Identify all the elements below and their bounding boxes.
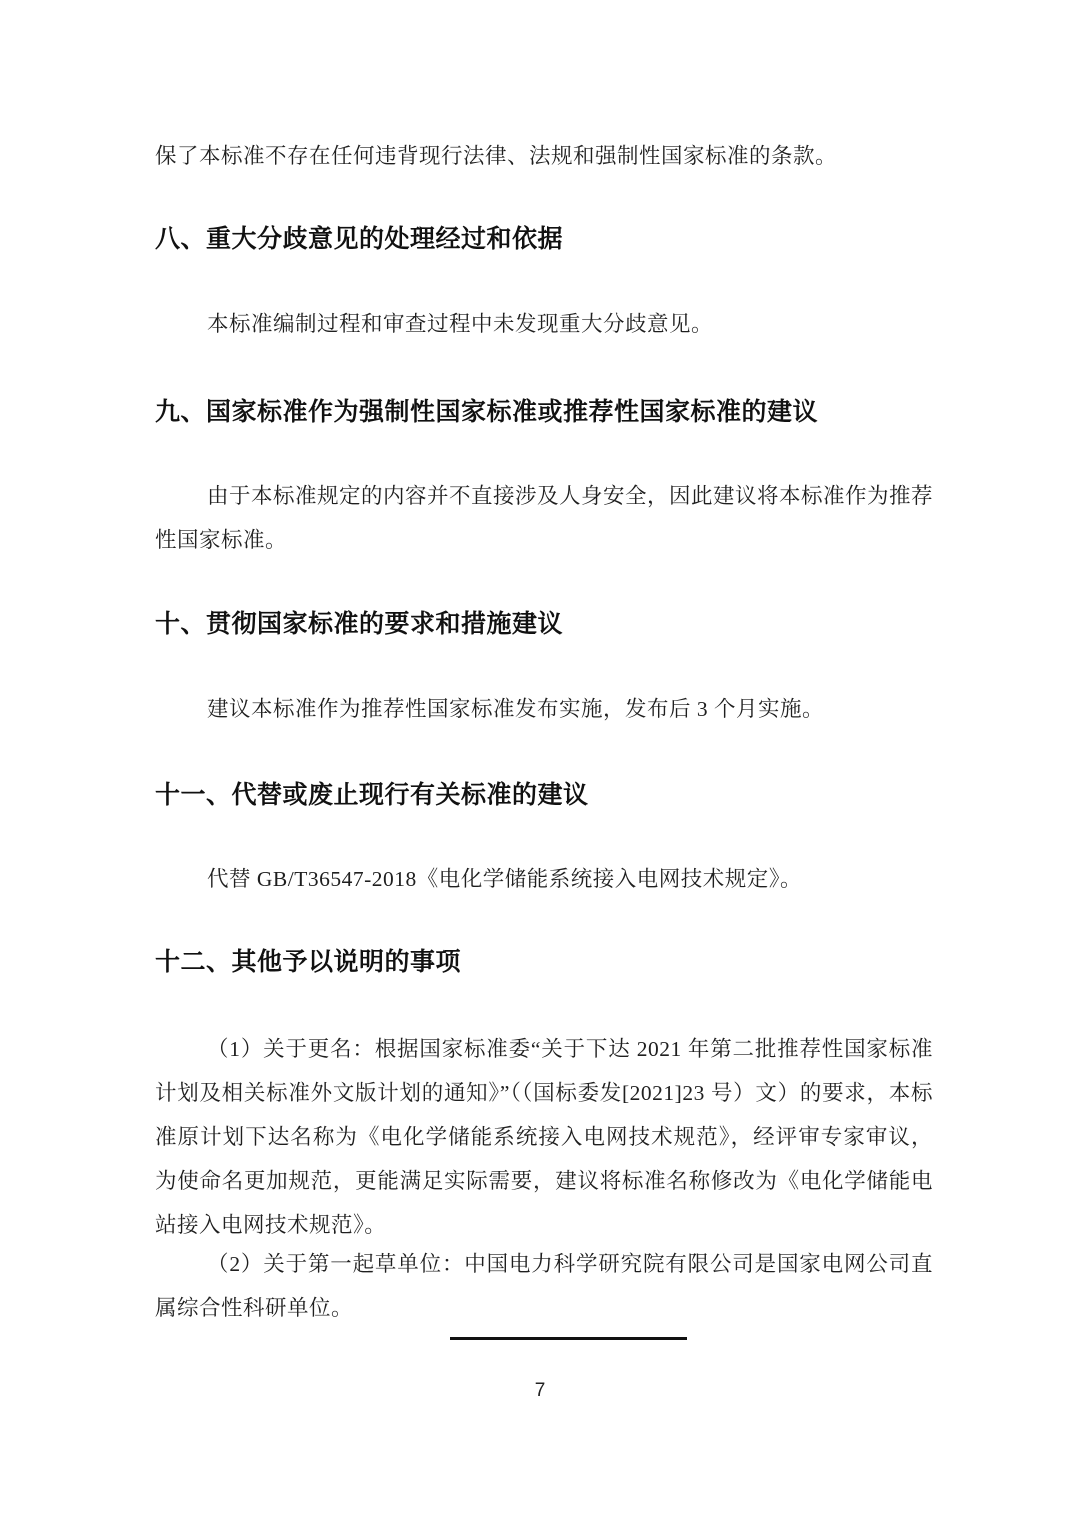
section-12-paragraph-1: （1）关于更名：根据国家标准委“关于下达 2021 年第二批推荐性国家标准计划及相关标准外文版计划的通知》”（（国标委发[2021]23 号）文）的要求，本标准原计划下达名称为《电化学储能系统接入电网技术规范》，经评审专家审议，为使命名更加规范，更能满足实际需要，建议将标准名称修改为《电化学储能电站接入电网技术规范》。 — [155, 1037, 933, 1237]
footnote-divider-line — [450, 1337, 687, 1340]
section-heading-9: 九、国家标准作为强制性国家标准或推荐性国家标准的建议 — [155, 398, 819, 426]
section-11-paragraph: 代替 GB/T36547-2018《电化学储能系统接入电网技术规定》。 — [207, 867, 803, 891]
intro-continuation-line: 保了本标准不存在任何违背现行法律、法规和强制性国家标准的条款。 — [155, 144, 838, 168]
section-8-paragraph: 本标准编制过程和审查过程中未发现重大分歧意见。 — [207, 312, 714, 336]
section-heading-8: 八、重大分歧意见的处理经过和依据 — [155, 225, 564, 253]
section-12-paragraph-2: （2）关于第一起草单位：中国电力科学研究院有限公司是国家电网公司直属综合性科研单位。 — [155, 1252, 933, 1320]
section-heading-10: 十、贯彻国家标准的要求和措施建议 — [155, 610, 564, 638]
section-9-paragraph: 由于本标准规定的内容并不直接涉及人身安全，因此建议将本标准作为推荐性国家标准。 — [155, 484, 934, 552]
section-heading-12: 十二、其他予以说明的事项 — [155, 948, 462, 976]
page-number: 7 — [534, 1380, 546, 1401]
section-10-paragraph: 建议本标准作为推荐性国家标准发布实施，发布后 3 个月实施。 — [207, 697, 825, 721]
section-heading-11: 十一、代替或废止现行有关标准的建议 — [155, 781, 589, 809]
